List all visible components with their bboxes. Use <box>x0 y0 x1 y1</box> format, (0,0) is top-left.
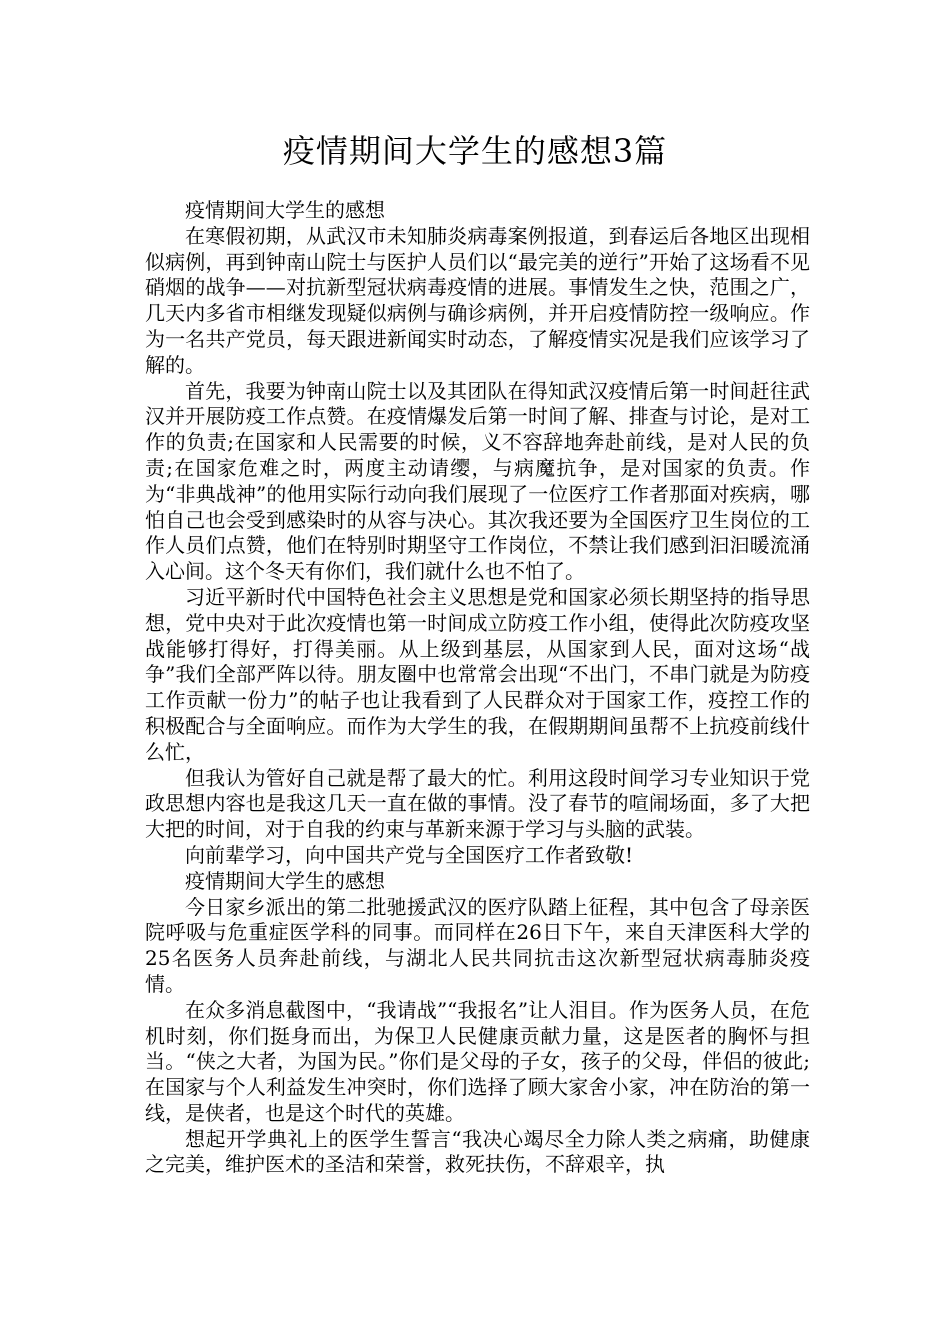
paragraph: 但我认为管好自己就是帮了最大的忙。利用这段时间学习专业知识于党政思想内容也是我这几天一直在做的事情。没了春节的喧闹场面，多了大把大把的时间，对于自我的约束与革新来源于学习与头脑的武装。 <box>145 765 810 842</box>
paragraph: 在寒假初期，从武汉市未知肺炎病毒案例报道，到春运后各地区出现相似病例，再到钟南山院士与医护人员们以“最完美的逆行”开始了这场看不见硝烟的战争——对抗新型冠状病毒疫情的进展。事情发生之快，范围之广，几天内多省市相继发现疑似病例与确诊病例，并开启疫情防控一级响应。作为一名共产党员，每天跟进新闻实时动态，了解疫情实况是我们应该学习了解的。 <box>145 223 810 377</box>
section-heading: 疫情期间大学生的感想 <box>185 198 385 222</box>
paragraph: 今日家乡派出的第二批驰援武汉的医疗队踏上征程，其中包含了母亲医院呼吸与危重症医学科的同事。而同样在26日下午，来自天津医科大学的25名医务人员奔赴前线，与湖北人民共同抗击这次新型冠状病毒肺炎疫情。 <box>145 894 810 996</box>
paragraph: 想起开学典礼上的医学生誓言“我决心竭尽全力除人类之病痛，助健康之完美，维护医术的圣洁和荣誉，救死扶伤，不辞艰辛，执 <box>145 1126 810 1177</box>
section-heading: 疫情期间大学生的感想 <box>185 868 385 893</box>
document-body <box>145 198 810 1178</box>
paragraph: 习近平新时代中国特色社会主义思想是党和国家必须长期坚持的指导思想，党中央对于此次疫情也第一时间成立防疫工作小组，使得此次防疫攻坚战能够打得好，打得美丽。从上级到基层，从国家到人民，面对这场“战争”我们全部严阵以待。朋友圈中也常常会出现“不出门，不串门就是为防疫工作贡献一份力”的帖子也让我看到了人民群众对于国家工作，疫控工作的积极配合与全面响应。而作为大学生的我，在假期期间虽帮不上抗疫前线什么忙， <box>145 584 810 764</box>
paragraph: 在众多消息截图中，“我请战”“我报名”让人泪目。作为医务人员，在危机时刻，你们挺身而出，为保卫人民健康贡献力量，这是医者的胸怀与担当。“侠之大者，为国为民。”你们是父母的子女，孩子的父母，伴侣的彼此;在国家与个人利益发生冲突时，你们选择了顾大家舍小家，冲在防治的第一线，是侠者，也是这个时代的英雄。 <box>145 997 810 1125</box>
paragraph: 首先，我要为钟南山院士以及其团队在得知武汉疫情后第一时间赶往武汉并开展防疫工作点赞。在疫情爆发后第一时间了解、排查与讨论，是对工作的负责;在国家和人民需要的时候，义不容辞地奔赴前线，是对人民的负责;在国家危难之时，两度主动请缨，与病魔抗争，是对国家的负责。作为“非典战神”的他用实际行动向我们展现了一位医疗工作者那面对疾病，哪怕自己也会受到感染时的从容与决心。其次我还要为全国医疗卫生岗位的工作人员们点赞，他们在特别时期坚守工作岗位，不禁让我们感到汩汩暖流涌入心间。这个冬天有你们，我们就什么也不怕了。 <box>145 378 810 584</box>
paragraph: 向前辈学习，向中国共产党与全国医疗工作者致敬! <box>185 842 634 867</box>
document-title: 疫情期间大学生的感想3篇 <box>282 132 668 170</box>
